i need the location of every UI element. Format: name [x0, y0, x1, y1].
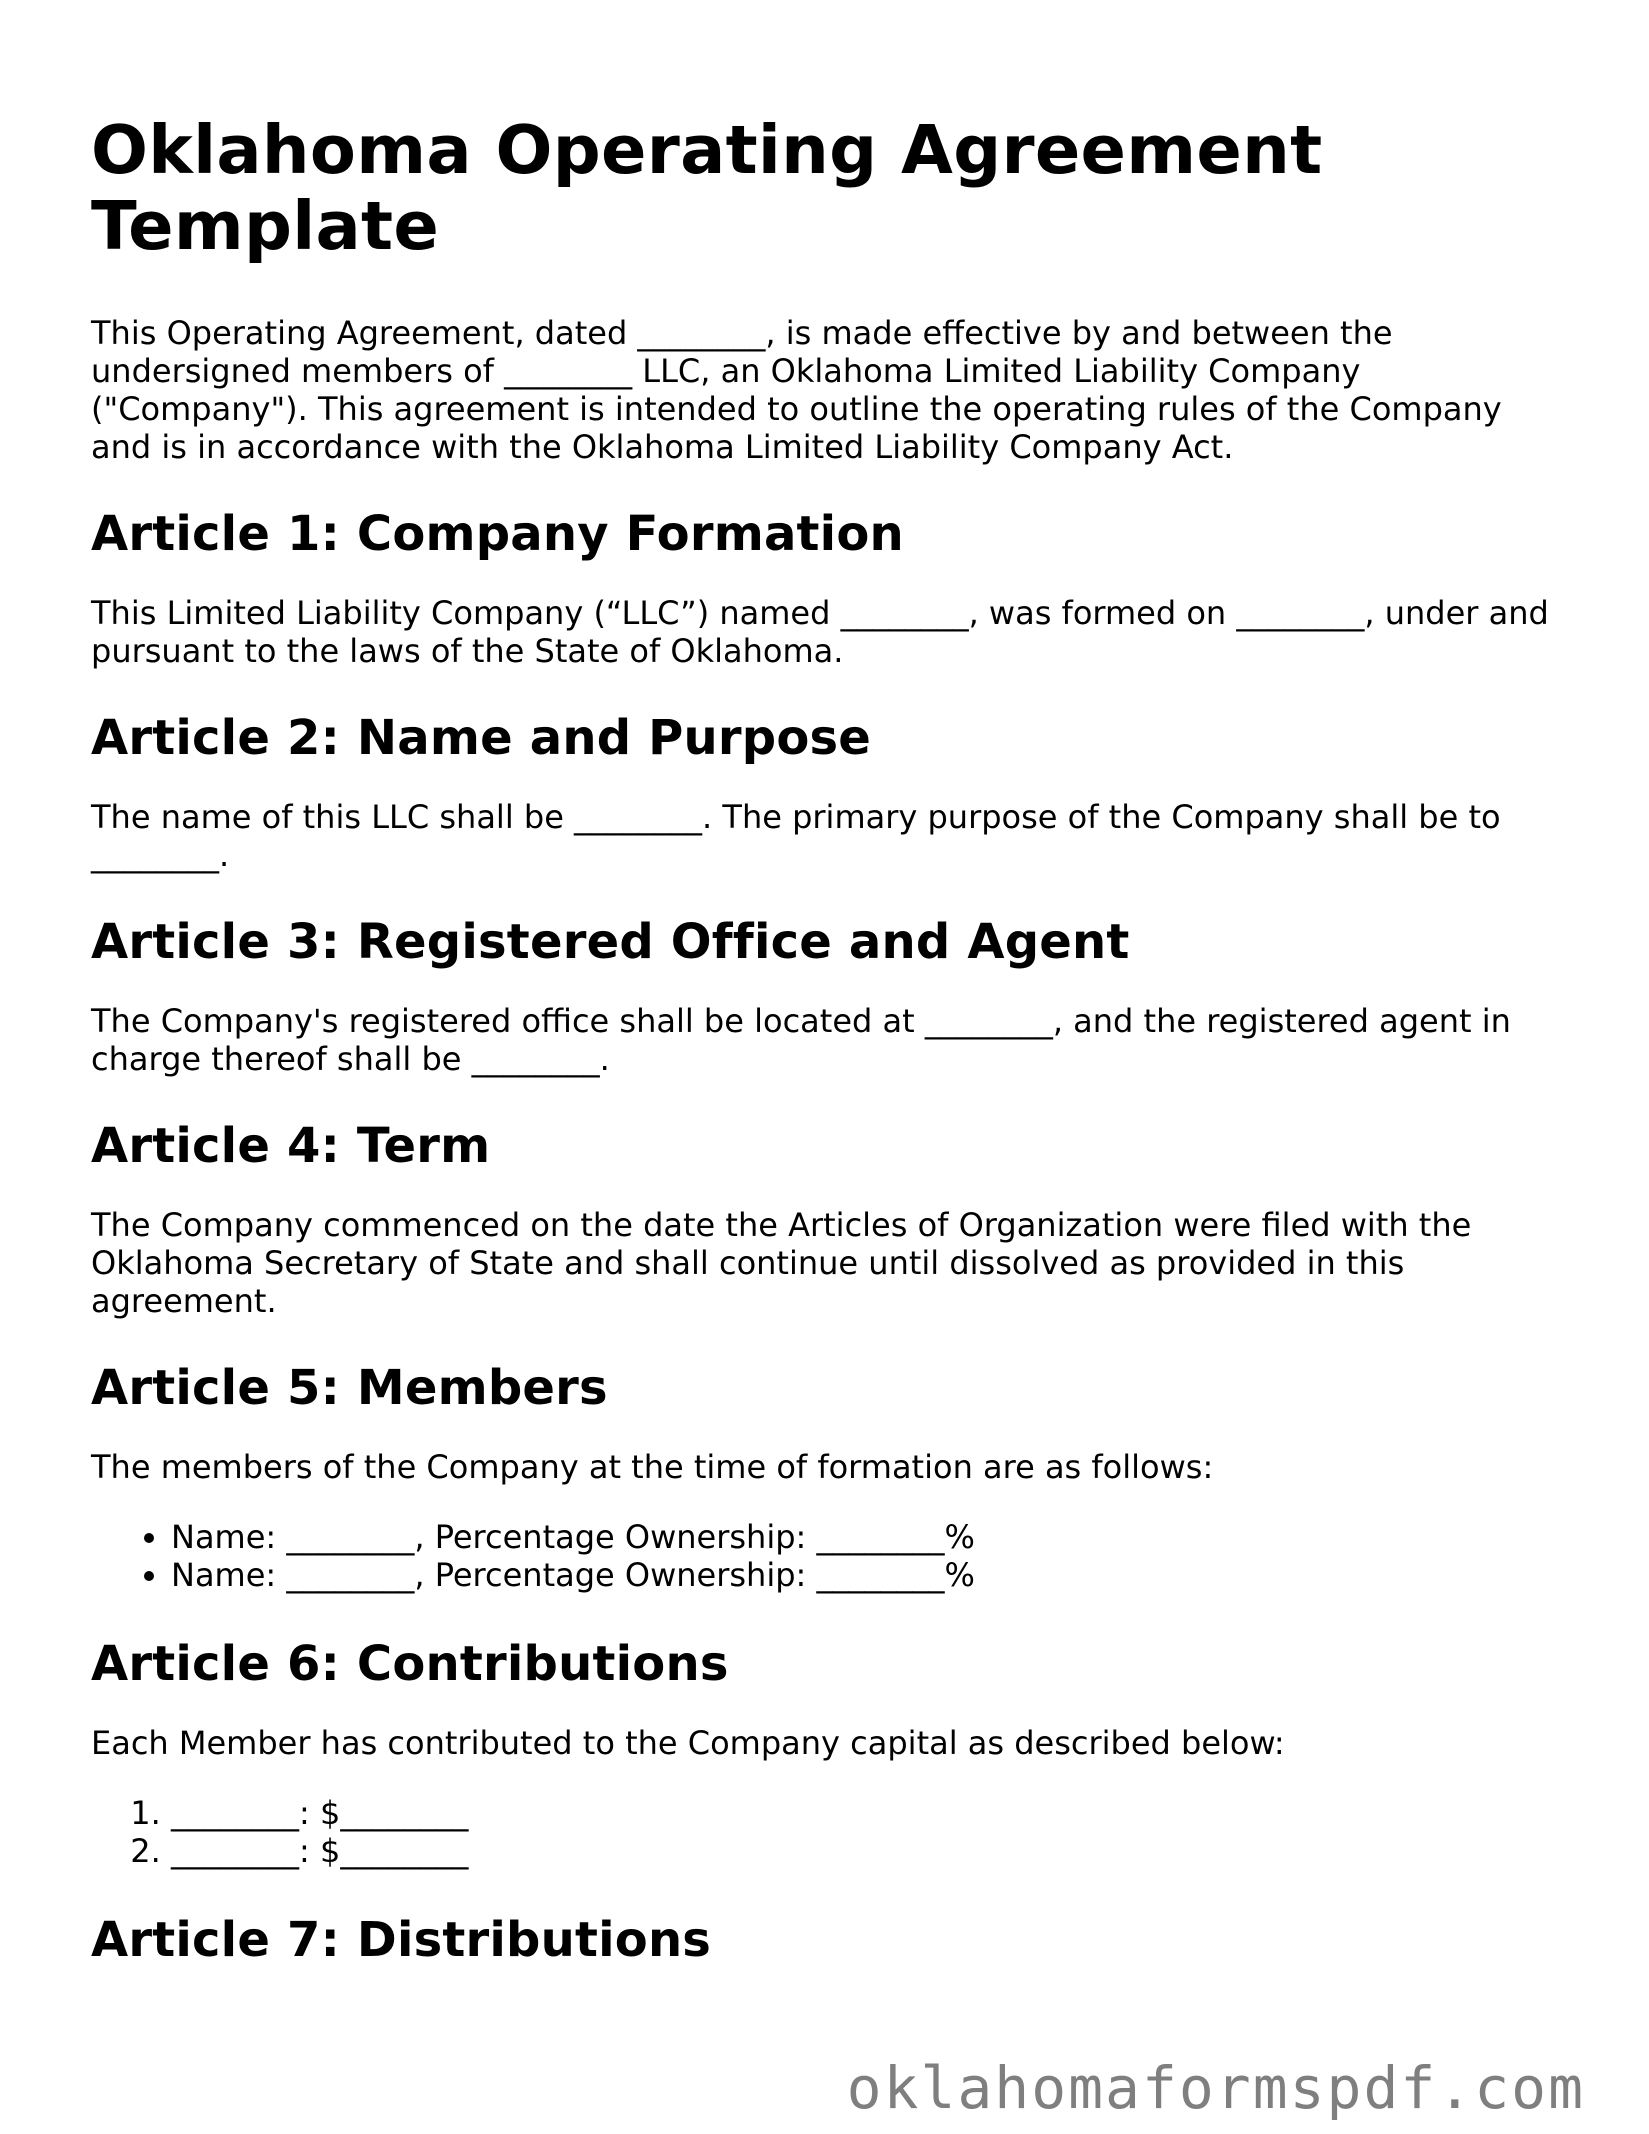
article-7-heading: Article 7: Distributions — [91, 1912, 712, 1968]
contributions-list — [91, 1794, 1571, 1870]
contribution-item: 2. ________: $________ — [171, 1832, 1571, 1870]
article-4-heading: Article 4: Term — [91, 1118, 491, 1174]
article-1-heading: Article 1: Company Formation — [91, 506, 904, 562]
contribution-item: 1. ________: $________ — [171, 1794, 1571, 1832]
article-6-heading: Article 6: Contributions — [91, 1636, 729, 1692]
intro-paragraph: This Operating Agreement, dated ________, is made effective by and between the undersigned members of ________ LLC, an Oklahoma Limited Liability Company ("Company"). This agreement is intended to outline the operating rules of the Company and is in accordance with the Oklahoma Limited Liability Company Act. — [91, 314, 1502, 466]
article-3-heading: Article 3: Registered Office and Agent — [91, 914, 1130, 970]
watermark: oklahomaformspdf.com — [846, 2054, 1585, 2122]
article-1-text: This Limited Liability Company (“LLC”) named ________, was formed on ________, under and pursuant to the laws of the State of Oklahoma. — [91, 594, 1549, 670]
member-item: • Name: ________, Percentage Ownership: ________% — [171, 1518, 1571, 1556]
article-5-text: The members of the Company at the time of formation are as follows: — [91, 1448, 1214, 1486]
page-title: Oklahoma Operating Agreement Template — [91, 111, 1323, 265]
members-list — [91, 1518, 1571, 1594]
article-3-text: The Company's registered office shall be located at ________, and the registered agent in charge thereof shall be ________. — [91, 1002, 1511, 1078]
member-item: • Name: ________, Percentage Ownership: ________% — [171, 1556, 1571, 1594]
document-page — [91, 112, 1571, 2000]
article-4-text: The Company commenced on the date the Articles of Organization were filed with the Oklahoma Secretary of State and shall continue until dissolved as provided in this agreement. — [91, 1206, 1472, 1320]
article-2-text: The name of this LLC shall be ________. The primary purpose of the Company shall be to ________. — [91, 798, 1501, 874]
article-6-text: Each Member has contributed to the Company capital as described below: — [91, 1724, 1285, 1762]
article-5-heading: Article 5: Members — [91, 1360, 608, 1416]
article-2-heading: Article 2: Name and Purpose — [91, 710, 872, 766]
